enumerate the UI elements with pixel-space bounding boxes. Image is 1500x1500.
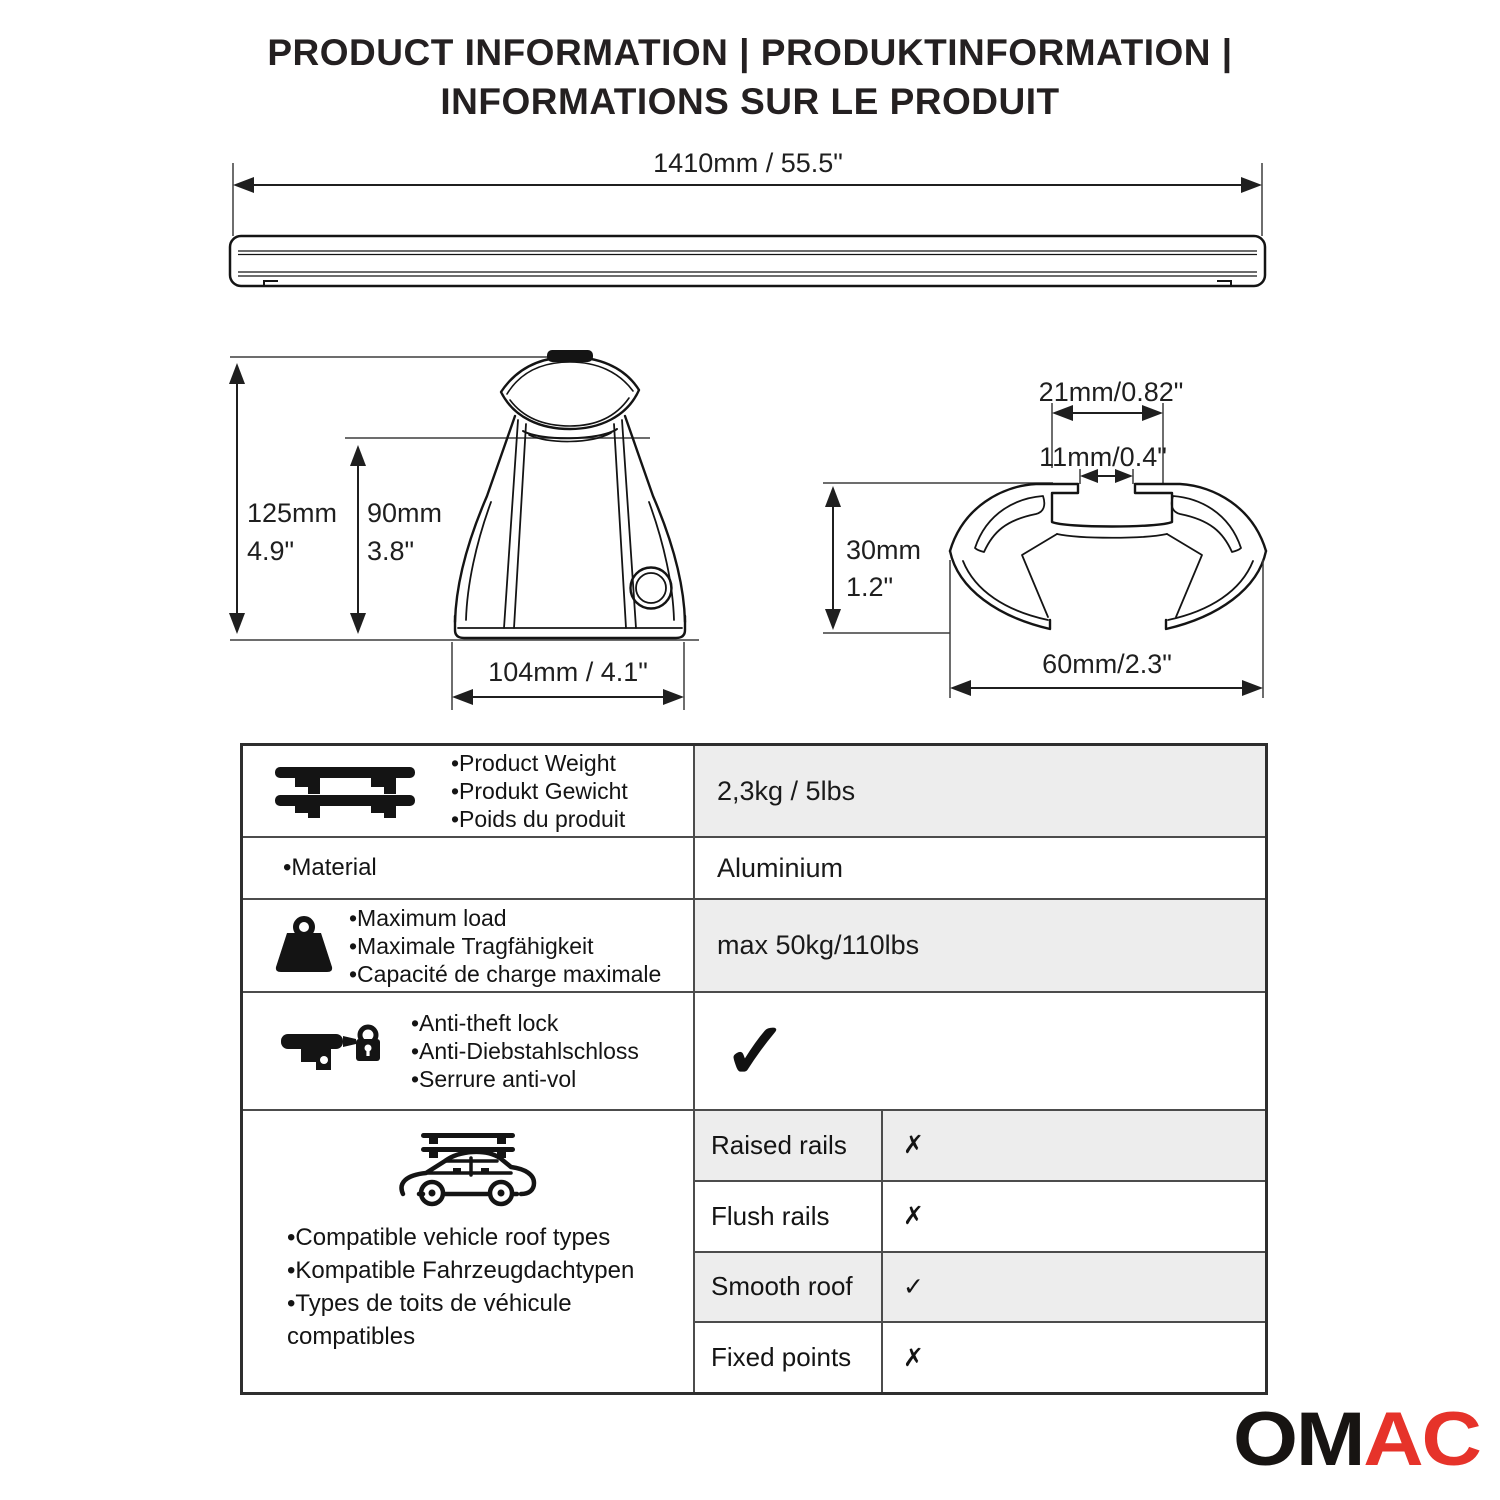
table-row-anti-theft xyxy=(243,991,1265,1109)
subrow-raised-rails-value: ✗ xyxy=(903,1131,924,1160)
profile-slot-width-label: 11mm/0.4" xyxy=(1039,442,1167,472)
foot-base-width-label: 104mm / 4.1" xyxy=(488,657,648,687)
subrow-smooth-roof-value: ✓ xyxy=(903,1272,924,1301)
subrow-flush-rails xyxy=(695,1180,1265,1251)
table-row-material xyxy=(243,836,1265,898)
value-max-load: max 50kg/110lbs xyxy=(695,900,1265,991)
label-max-load-de: •Maximale Tragfähigkeit xyxy=(349,932,594,959)
crossbar-side-view xyxy=(230,236,1265,286)
crossbar-profile-drawing xyxy=(810,365,1280,705)
label-product-weight-fr: •Poids du produit xyxy=(451,806,626,832)
subrow-smooth-roof-label: Smooth roof xyxy=(695,1253,883,1322)
page-title-line2: INFORMATIONS SUR LE PRODUIT xyxy=(440,81,1060,122)
label-anti-theft-en: •Anti-theft lock xyxy=(411,1010,559,1036)
mount-foot-outline xyxy=(455,357,685,638)
profile-channel-width-label: 21mm/0.82" xyxy=(1038,377,1184,407)
foot-inner-height-in-label: 3.8" xyxy=(367,536,415,566)
table-row-max-load xyxy=(243,898,1265,991)
subrow-fixed-points xyxy=(695,1321,1265,1392)
label-roof-types-en: •Compatible vehicle roof types xyxy=(287,1224,611,1251)
table-row-roof-types xyxy=(243,1109,1265,1392)
subrow-fixed-points-value: ✗ xyxy=(903,1343,924,1372)
omac-logo-red-part: AC xyxy=(1363,1397,1480,1482)
page-title xyxy=(0,28,1500,126)
value-product-weight: 2,3kg / 5lbs xyxy=(695,746,1265,836)
spec-table xyxy=(240,743,1268,1395)
label-product-weight-de: •Produkt Gewicht xyxy=(451,778,628,804)
subrow-raised-rails-label: Raised rails xyxy=(695,1111,883,1180)
foot-inner-height-mm-label: 90mm xyxy=(367,498,443,528)
foot-height-mm-label: 125mm xyxy=(247,498,338,528)
subrow-flush-rails-value: ✗ xyxy=(903,1202,924,1231)
mount-foot-drawing xyxy=(225,350,705,715)
value-anti-theft-check: ✓ xyxy=(723,1007,789,1095)
profile-height-in-label: 1.2" xyxy=(846,572,894,602)
crossbar-length-drawing xyxy=(220,130,1280,300)
foot-height-in-label: 4.9" xyxy=(247,536,295,566)
subrow-smooth-roof xyxy=(695,1251,1265,1322)
label-max-load-en: •Maximum load xyxy=(349,904,507,931)
table-row-product-weight xyxy=(243,746,1265,836)
label-anti-theft-fr: •Serrure anti-vol xyxy=(411,1066,577,1092)
subrow-fixed-points-label: Fixed points xyxy=(695,1323,883,1392)
label-anti-theft-de: •Anti-Diebstahlschloss xyxy=(411,1038,639,1064)
subrow-raised-rails xyxy=(695,1111,1265,1180)
omac-logo xyxy=(1233,1397,1480,1482)
label-roof-types-fr2: compatibles xyxy=(287,1323,416,1350)
car-roof-rack-icon xyxy=(393,1133,543,1207)
label-product-weight-en: •Product Weight xyxy=(451,750,616,776)
weight-icon xyxy=(273,916,335,976)
label-roof-types-de: •Kompatible Fahrzeugdachtypen xyxy=(287,1257,635,1284)
profile-cross-section xyxy=(950,484,1266,629)
page-title-line1: PRODUCT INFORMATION | PRODUKTINFORMATION | xyxy=(267,32,1233,73)
subrow-flush-rails-label: Flush rails xyxy=(695,1182,883,1251)
anti-theft-lock-icon xyxy=(281,1022,381,1080)
label-roof-types-fr: •Types de toits de véhicule xyxy=(287,1290,572,1317)
crossbars-icon xyxy=(273,764,419,818)
profile-height-mm-label: 30mm xyxy=(846,535,922,565)
bar-length-label: 1410mm / 55.5" xyxy=(653,148,843,178)
profile-bottom-width-label: 60mm/2.3" xyxy=(1042,649,1172,679)
label-material: •Material xyxy=(283,854,377,881)
label-max-load-fr: •Capacité de charge maximale xyxy=(349,960,662,987)
omac-logo-black-part: OM xyxy=(1233,1397,1364,1482)
foot-top-cap xyxy=(547,350,593,362)
value-material: Aluminium xyxy=(717,852,844,883)
